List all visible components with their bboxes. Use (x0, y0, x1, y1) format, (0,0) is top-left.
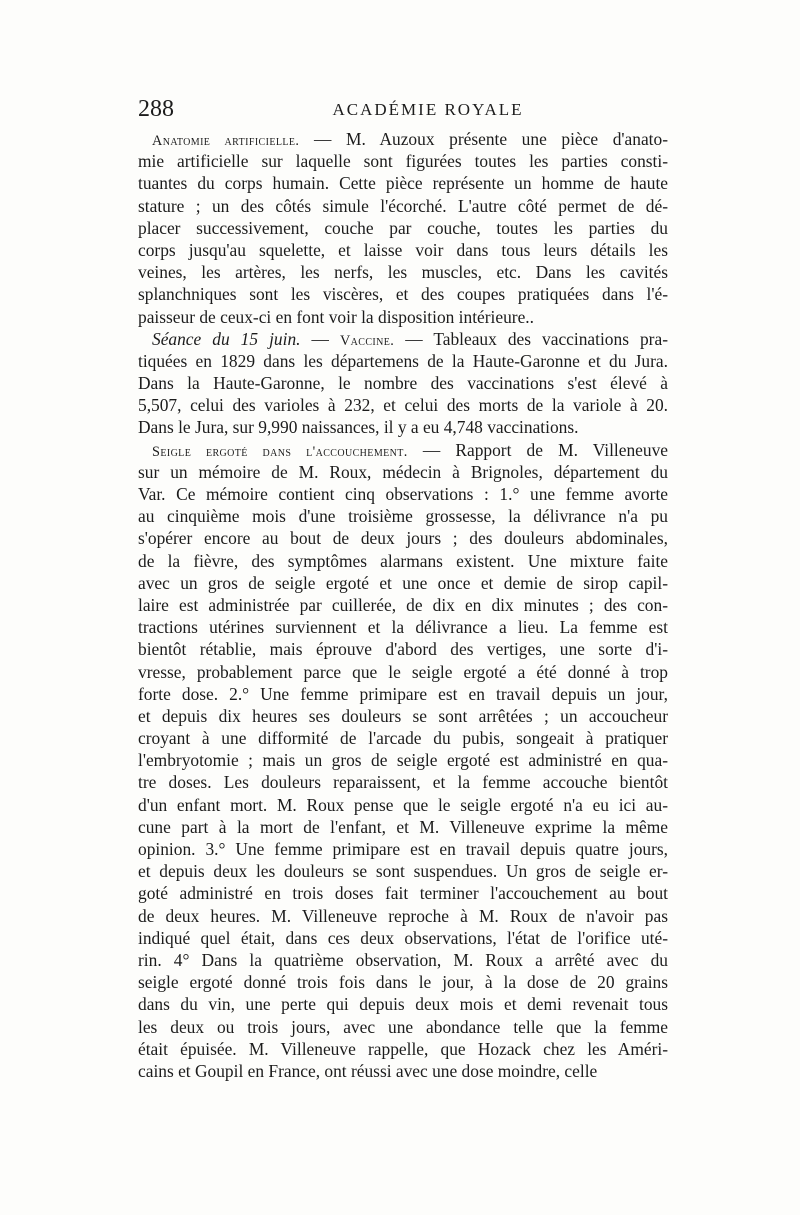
line-text: indiqué quel était, dans ces deux observations, l'état de l'orifice uté- (138, 927, 668, 948)
text-line (138, 949, 668, 971)
text-line (138, 1038, 668, 1060)
line-text: les deux ou trois jours, avec une abondance telle que la femme (138, 1016, 668, 1037)
paragraph (138, 439, 668, 1082)
line-text: stature ; un des côtés simule l'écorché. L'autre côté permet de dé- (138, 195, 668, 216)
paragraph (138, 128, 668, 328)
line-text: et depuis dix heures ses douleurs se sont arrêtées ; un accoucheur (138, 705, 668, 726)
line-text: tiquées en 1829 dans les départemens de la Haute-Garonne et du Jura. (138, 350, 668, 371)
text-line (138, 860, 668, 882)
text-line (138, 439, 668, 461)
text-line (138, 838, 668, 860)
page-header (138, 96, 668, 126)
text-line (138, 927, 668, 949)
text-line (138, 1016, 668, 1038)
line-text: veines, les artères, les nerfs, les muscles, etc. Dans les cavités (138, 262, 668, 283)
section-heading: Seigle ergoté dans l'accouchement. (152, 443, 408, 460)
line-text: seigle ergoté donné trois fois dans le jour, à la dose de 20 grains (138, 972, 668, 993)
line-text: bientôt rétablie, mais éprouve d'abord des vertiges, une sorte d'i- (138, 639, 668, 660)
text-line (138, 993, 668, 1015)
text-line (138, 505, 668, 527)
line-text: Var. Ce mémoire contient cinq observations : 1.° une femme avorte (138, 484, 668, 504)
section-heading: Vaccine. (339, 332, 395, 349)
text-line (138, 195, 668, 217)
text-line (138, 1060, 668, 1082)
text-line (138, 483, 668, 505)
line-text: Dans la Haute-Garonne, le nombre des vaccinations s'est élevé à (138, 373, 668, 394)
line-text: dans du vin, une perte qui depuis deux mois et demi revenait tous (138, 994, 668, 1015)
line-text: de la fièvre, des symptômes alarmans existent. Une mixture faite (138, 550, 668, 571)
text-line (138, 172, 668, 194)
text-line (138, 350, 668, 372)
session-date: Séance du 15 juin. (152, 328, 301, 349)
line-text: placer successivement, couche par couche, toutes les parties du (138, 217, 668, 238)
text-line (138, 394, 668, 416)
text-line (138, 527, 668, 549)
line-text: vresse, probablement parce que le seigle ergoté a été donné à trop (138, 661, 668, 682)
text-line (138, 971, 668, 993)
text-line (138, 683, 668, 705)
text-line (138, 372, 668, 394)
text-line (138, 816, 668, 838)
line-text: était épuisée. M. Villeneuve rappelle, que Hozack chez les Améri- (138, 1038, 668, 1059)
line-text: corps jusqu'au squelette, et laisse voir dans tous leurs détails les (138, 239, 668, 260)
line-text: cains et Goupil en France, ont réussi avec une dose moindre, celle (138, 1060, 598, 1081)
line-text: — (300, 328, 340, 349)
paragraph (138, 328, 668, 439)
line-text: — Rapport de M. Villeneuve (407, 439, 668, 460)
line-text: splanchniques sont les viscères, et des coupes pratiquées dans l'é- (138, 284, 668, 305)
line-text: 5,507, celui des varioles à 232, et celui des morts de la variole à 20. (138, 395, 668, 416)
line-text: — Tableaux des vaccinations pra- (394, 328, 668, 349)
body-text (138, 128, 668, 1082)
text-line (138, 594, 668, 616)
line-text: tre doses. Les douleurs reparaissent, et la femme accouche bientôt (138, 772, 668, 793)
line-text: rin. 4° Dans la quatrième observation, M. Roux a arrêté avec du (138, 949, 668, 970)
line-text: mie artificielle sur laquelle sont figurées toutes les parties consti- (138, 151, 668, 172)
line-text: Dans le Jura, sur 9,990 naissances, il y a eu 4,748 vaccinations. (138, 417, 579, 438)
text-line (138, 661, 668, 683)
line-text: goté administré en trois doses fait terminer l'accouchement au bout (138, 883, 668, 904)
line-text: forte dose. 2.° Une femme primipare est en travail depuis un jour, (138, 683, 668, 704)
text-line (138, 882, 668, 904)
text-line (138, 727, 668, 749)
line-text: laire est administrée par cuillerée, de dix en dix minutes ; des con- (138, 594, 668, 615)
line-text: croyant à une difformité de l'arcade du pubis, songeait à pratiquer (138, 728, 668, 749)
text-line (138, 572, 668, 594)
text-line (138, 239, 668, 261)
line-text: au cinquième mois d'une troisième grossesse, la délivrance n'a pu (138, 506, 668, 527)
text-line (138, 749, 668, 771)
text-line (138, 638, 668, 660)
line-text: — M. Auzoux présente une pièce d'anato- (299, 129, 668, 149)
text-line (138, 461, 668, 483)
line-text: tuantes du corps humain. Cette pièce représente un homme de haute (138, 173, 668, 194)
line-text: de deux heures. M. Villeneuve reproche à M. Roux de n'avoir pas (138, 905, 668, 926)
text-line (138, 150, 668, 172)
text-line (138, 416, 668, 438)
text-line (138, 306, 668, 328)
line-text: l'embryotomie ; mais un gros de seigle ergoté est administré en qua- (138, 750, 668, 771)
line-text: paisseur de ceux-ci en font voir la disposition intérieure.. (138, 306, 535, 327)
running-title: ACADÉMIE ROYALE (332, 100, 524, 119)
line-text: opinion. 3.° Une femme primipare est en travail depuis quatre jours, (138, 839, 668, 859)
text-line (138, 217, 668, 239)
text-line (138, 771, 668, 793)
line-text: cune part à la mort de l'enfant, et M. Villeneuve exprime la même (138, 816, 668, 837)
text-line (138, 283, 668, 305)
text-line (138, 328, 668, 350)
text-line (138, 550, 668, 572)
page-number: 288 (138, 96, 174, 122)
line-text: s'opérer encore au bout de deux jours ; des douleurs abdominales, (138, 528, 668, 549)
text-line (138, 616, 668, 638)
line-text: avec un gros de seigle ergoté et une once et demie de sirop capil- (138, 572, 668, 593)
text-line (138, 794, 668, 816)
section-heading: Anatomie artificielle. (152, 133, 300, 149)
text-line (138, 705, 668, 727)
text-line (138, 128, 668, 150)
line-text: et depuis deux les douleurs se sont suspendues. Un gros de seigle er- (138, 861, 668, 882)
text-line (138, 905, 668, 927)
line-text: tractions utérines surviennent et la délivrance a lieu. La femme est (138, 617, 668, 638)
line-text: d'un enfant mort. M. Roux pense que le seigle ergoté n'a eu ici au- (138, 794, 668, 815)
line-text: sur un mémoire de M. Roux, médecin à Brignoles, département du (138, 461, 668, 482)
text-line (138, 261, 668, 283)
